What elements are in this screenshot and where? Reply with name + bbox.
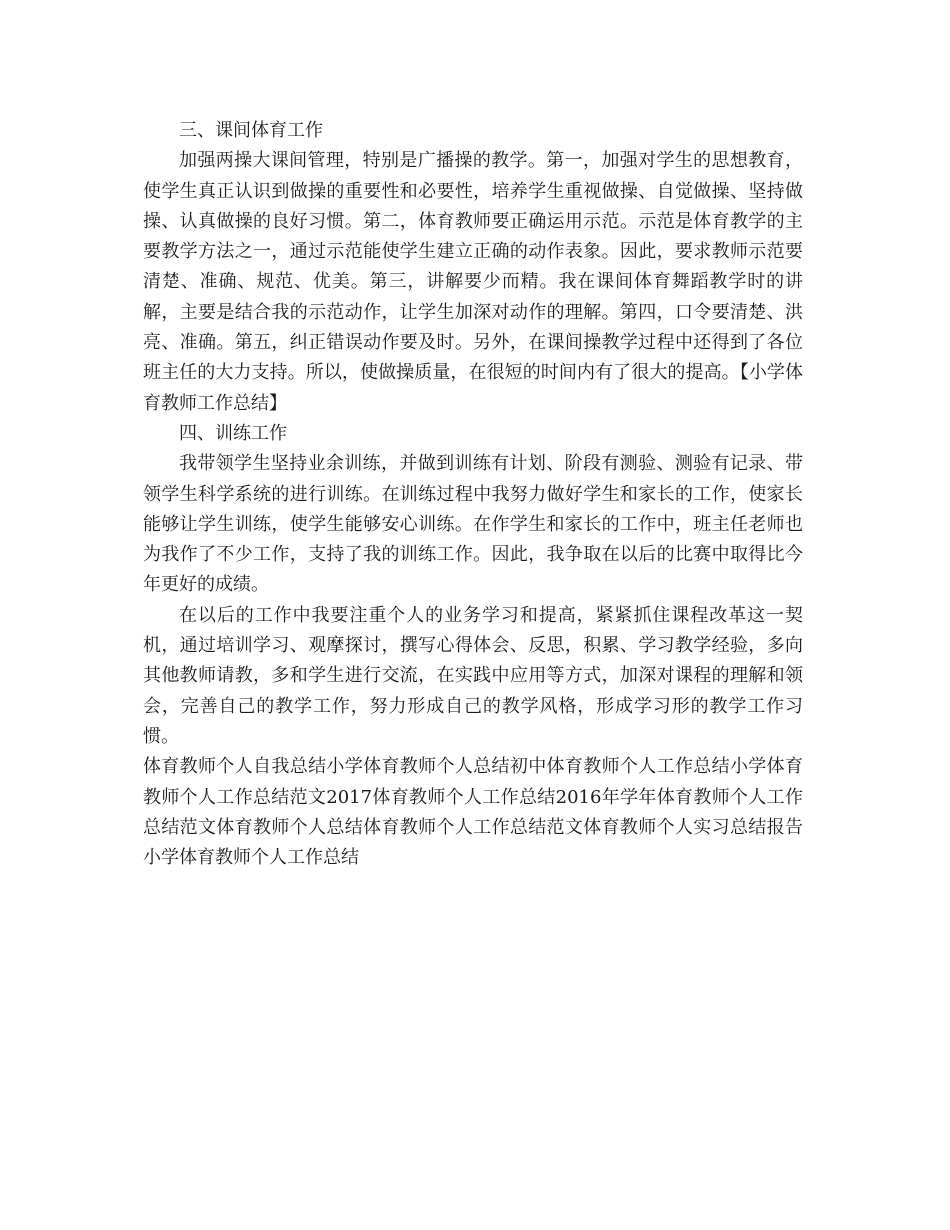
section-heading-3: 三、课间体育工作 <box>179 120 323 141</box>
section-heading-4: 四、训练工作 <box>179 422 287 444</box>
document-page <box>143 116 803 873</box>
section-body-4: 我带领学生坚持业余训练，并做到训练有计划、阶段有测验、测验有记录、带领学生科学系统的进行训练。在训练过程中我努力做好学生和家长的工作，使家长能够让学生训练，使学生能够安心训练。在作学生和家长的工作中，班主任老师也为我作了不少工作，支持了我的训练工作。因此，我争取在以后的比赛中取得比今年更好的成绩。 <box>143 453 803 596</box>
closing-paragraph: 在以后的工作中我要注重个人的业务学习和提高，紧紧抓住课程改革这一契机，通过培训学习、观摩探讨，撰写心得体会、反思，积累、学习教学经验，多向其他教师请教，多和学生进行交流，在实践中应用等方式，加深对课程的理解和领会，完善自己的教学工作，努力形成自己的教学风格，形成学习形的教学工作习惯。 <box>143 604 803 747</box>
section-body-3: 加强两操大课间管理，特别是广播操的教学。第一，加强对学生的思想教育，使学生真正认识到做操的重要性和必要性，培养学生重视做操、自觉做操、坚持做操、认真做操的良好习惯。第二，体育教师要正确运用示范。示范是体育教学的主要教学方法之一，通过示范能使学生建立正确的动作表象。因此，要求教师示范要清楚、准确、规范、优美。第三，讲解要少而精。我在课间体育舞蹈教学时的讲解，主要是结合我的示范动作，让学生加深对动作的理解。第四，口令要清楚、洪亮、准确。第五，纠正错误动作要及时。另外，在课间操教学过程中还得到了各位班主任的大力支持。所以，使做操质量，在很短的时间内有了很大的提高。【小学体育教师工作总结】 <box>143 150 803 414</box>
related-tags: 体育教师个人自我总结小学体育教师个人总结初中体育教师个人工作总结小学体育教师个人工作总结范文2017体育教师个人工作总结2016年学年体育教师个人工作总结范文体育教师个人总结体育教师个人工作总结范文体育教师个人实习总结报告小学体育教师个人工作总结 <box>143 756 803 869</box>
